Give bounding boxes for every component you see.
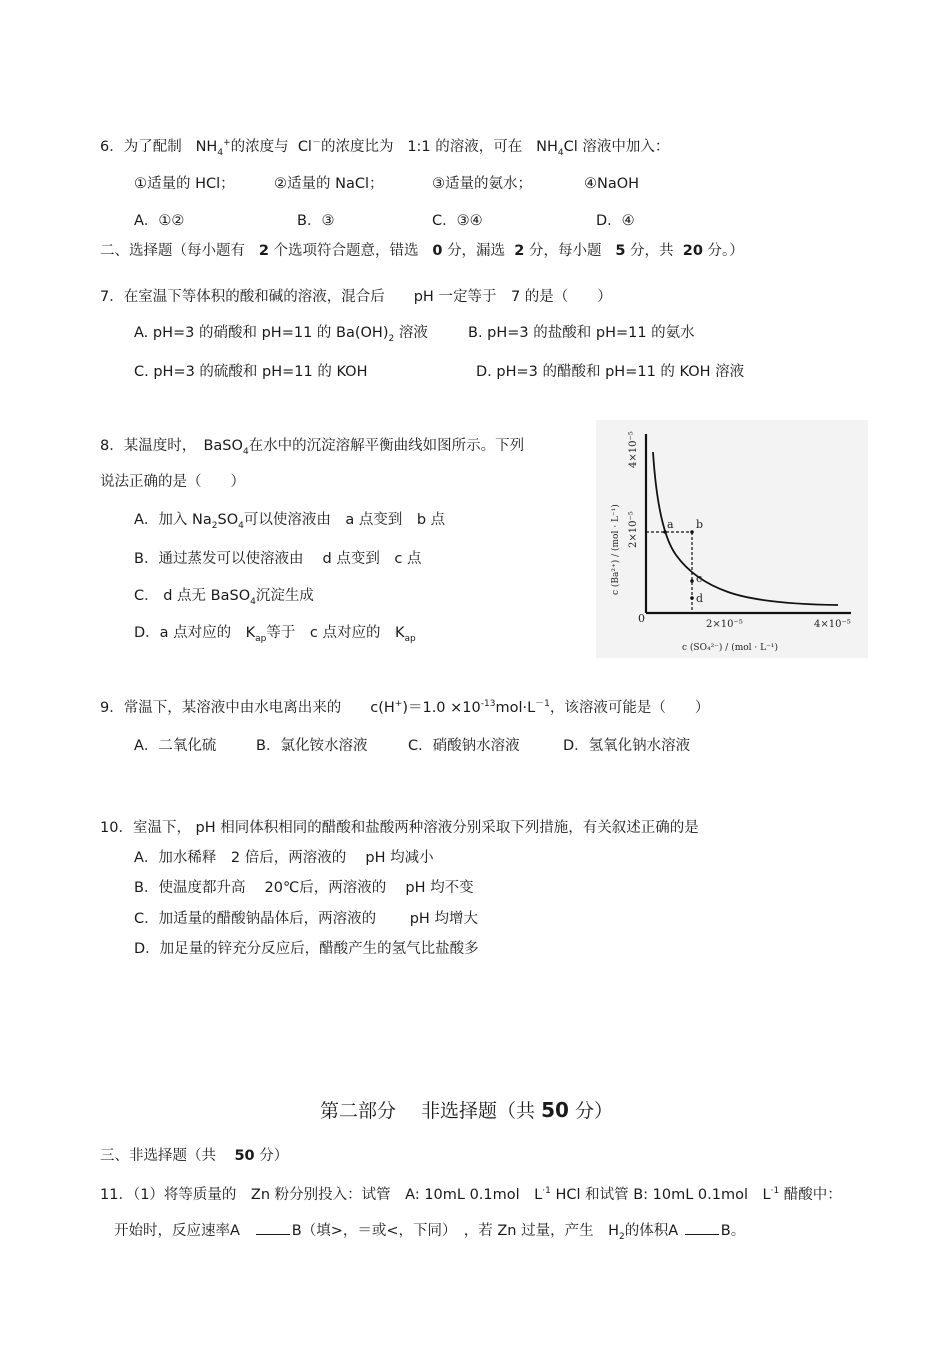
q9-option-a: A．二氧化硫	[134, 738, 217, 754]
q11-blank-volume[interactable]	[685, 1222, 719, 1235]
q8-stem-line1: 8．某温度时， BaSO$_4$在水中的沉淀溶解平衡曲线如图所示。下列	[100, 438, 525, 457]
q6-item-1: ①适量的 HCl；	[134, 176, 235, 192]
q10-stem: 10．室温下， pH 相同体积相同的醋酸和盐酸两种溶液分别采取下列措施，有关叙述正确的是	[100, 820, 699, 836]
x-tick-label-4e-5: 4×10⁻⁵	[814, 619, 851, 630]
q10-option-a: A．加水稀释 2 倍后，两溶液的 pH 均减小	[134, 850, 434, 866]
q6-option-a: A．①②	[134, 213, 185, 229]
q10-option-b: B．使温度都升高 20℃后，两溶液的 pH 均不变	[134, 880, 474, 896]
section3-heading: 三、非选择题（共 50 分）	[100, 1148, 289, 1164]
q9-option-b: B．氯化铵水溶液	[256, 738, 368, 754]
q7-option-c: C. pH=3 的硫酸和 pH=11 的 KOH	[134, 364, 368, 380]
q8-stem-line2: 说法正确的是（ ）	[100, 474, 245, 490]
x-tick-label-2e-5: 2×10⁻⁵	[706, 619, 743, 630]
x-axis-title: c (SO₄²⁻) / (mol · L⁻¹)	[682, 643, 778, 653]
q7-option-a: A. pH=3 的硝酸和 pH=11 的 $Ba(OH)_2$ 溶液	[134, 325, 428, 344]
y-tick-label-4e-5: 4×10⁻⁵	[628, 431, 639, 468]
point-d-marker	[690, 596, 694, 600]
part2-heading: 第二部分 非选择题（共 50 分）	[320, 1098, 613, 1122]
q7-stem: 7．在室温下等体积的酸和碱的溶液，混合后 pH 一定等于 7 的是（ ）	[100, 289, 612, 305]
q6-stem: 6．为了配制 $NH_4^+$的浓度与 Cl－的浓度比为 1:1 的溶液，可在 $NH_4Cl$ 溶液中加入：	[100, 138, 670, 158]
q6-option-d: D．④	[596, 213, 635, 229]
point-d-label: d	[696, 592, 704, 605]
q8-option-c: C． d 点无 BaSO$_4$沉淀生成	[134, 588, 314, 607]
q8-option-b: B．通过蒸发可以使溶液由 d 点变到 c 点	[134, 551, 422, 567]
q8-solubility-curve-figure	[596, 420, 868, 658]
q11-blank-rate[interactable]	[256, 1222, 290, 1235]
q10-option-c: C．加适量的醋酸钠晶体后，两溶液的 pH 均增大	[134, 911, 478, 927]
q11-line1: 11．（1）将等质量的 Zn 粉分别投入：试管 A: 10mL 0.1mol $L^{\cdot 1}$ HCl 和试管 B: 10mL 0.1mol $L^{\cdot 1}$ 醋酸中：	[100, 1186, 842, 1203]
q8-option-a: A．加入 $Na_2SO_4$可以使溶液由 a 点变到 b 点	[134, 512, 446, 531]
q6-item-3: ③适量的氨水；	[432, 176, 532, 192]
point-c-marker	[690, 579, 694, 583]
q10-option-d: D．加足量的锌充分反应后，醋酸产生的氢气比盐酸多	[134, 941, 479, 957]
q9-stem: 9．常温下，某溶液中由水电离出来的 $c(H^+)=1.0 \times 10^{-13}mol\cdot L^{-1}$，该溶液可能是（ ）	[100, 699, 710, 716]
q9-option-c: C．硝酸钠水溶液	[408, 738, 520, 754]
q9-option-d: D．氢氧化钠水溶液	[563, 738, 691, 754]
q7-option-b: B. pH=3 的盐酸和 pH=11 的氨水	[468, 325, 695, 341]
q7-option-d: D. pH=3 的醋酸和 pH=11 的 KOH 溶液	[476, 364, 745, 380]
point-b-label: b	[696, 518, 704, 531]
section2-heading: 二、选择题（每小题有 2 个选项符合题意，错选 0 分，漏选 2 分，每小题 5 分，共 20 分。）	[100, 243, 744, 259]
q6-item-4: ④NaOH	[584, 176, 640, 192]
y-axis-title: c (Ba²⁺) / (mol · L⁻¹)	[611, 504, 621, 595]
y-tick-label-2e-5: 2×10⁻⁵	[628, 511, 639, 548]
origin-label: 0	[638, 612, 645, 625]
point-a-label: a	[667, 518, 674, 531]
point-b-marker	[690, 530, 694, 534]
q6-item-2: ②适量的 NaCl；	[274, 176, 384, 192]
q8-option-d: D．a 点对应的 $K_{ap}$等于 c 点对应的 $K_{ap}$	[134, 625, 416, 644]
q11-line2: 开始时，反应速率A B（填>，＝或<，下同） ，若 Zn 过量，产生 $H_2$的体积A B。	[114, 1223, 746, 1242]
q6-option-c: C．③④	[432, 213, 483, 229]
point-c-label: c	[696, 572, 703, 585]
q6-option-b: B．③	[297, 213, 335, 229]
